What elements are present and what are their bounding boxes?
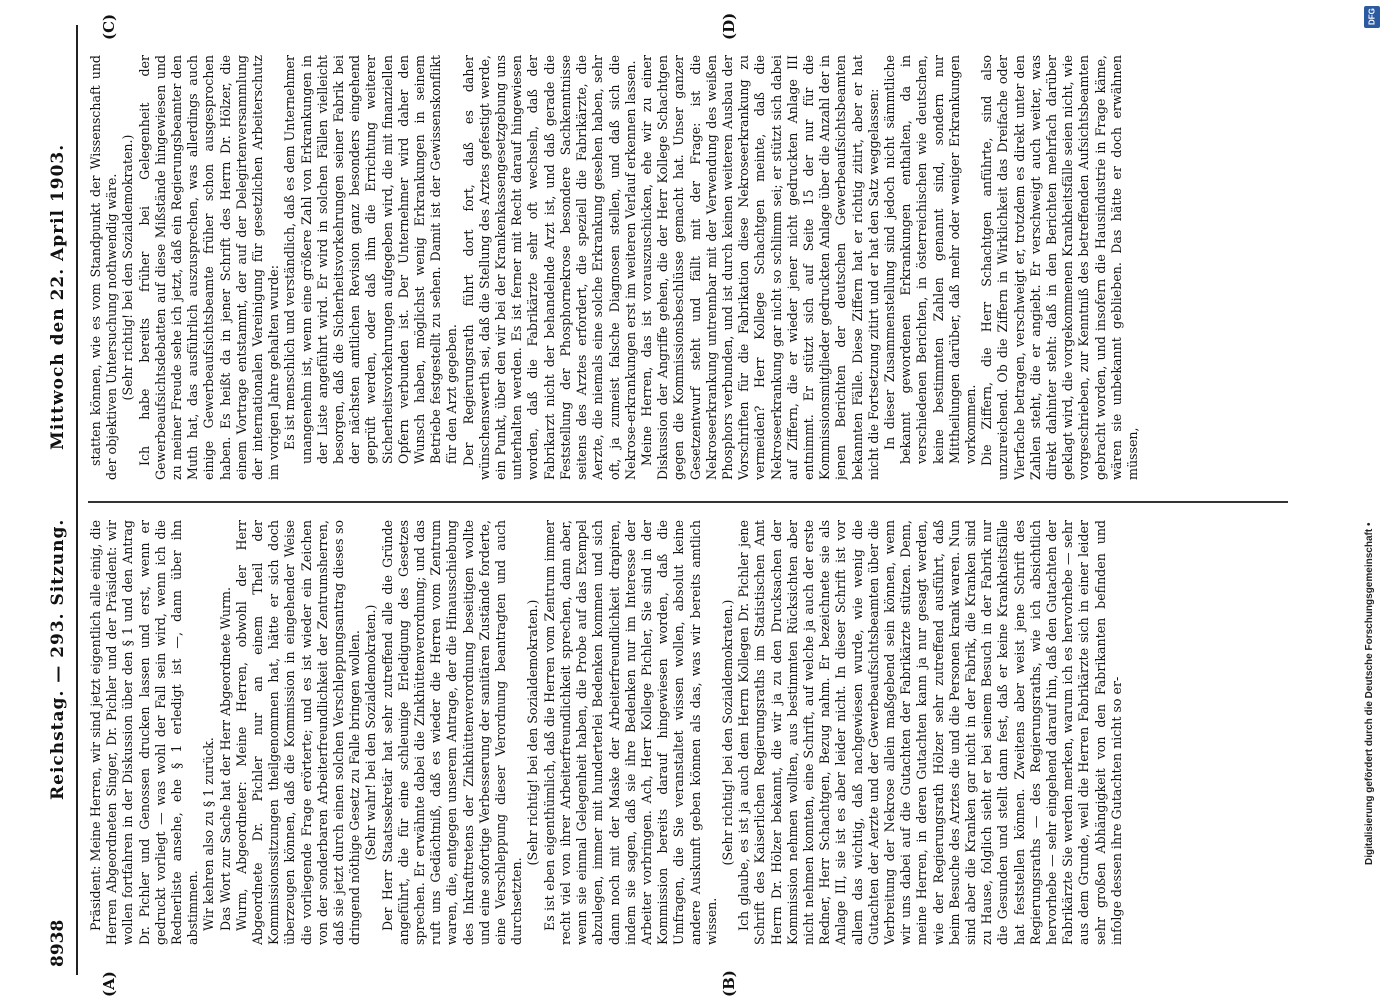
quotation: Es ist menschlich und verständlich, daß es dem Unternehmer unangenehm ist, wenn eine größere Zahl von Erkrankungen in der Liste angeführt wird. Er wird in solchen Fällen vielleicht besorgen, daß die Sicherheitsvorkehrungen seiner Fabrik bei der nächsten amtlichen Revision ganz besonders eingehend geprüft werden, oder daß ihm die Errichtung weiterer Sicherheitsvorkehrungen aufgegeben wird, die mit finanziellen Opfern verbunden ist. Der Unternehmer wird daher den Wunsch haben, möglichst wenig Erkrankungen in seinem Betriebe festgestellt zu sehen. Damit ist der Gewissenskonflikt für den Arzt gegeben. [282,55,460,464]
paragraph: Wir kehren also zu § 1 zurück. [201,737,217,931]
interjection: (Sehr richtig! bei den Sozialdemokraten.) [719,599,735,866]
margin-marker-d: (D) [720,12,738,40]
page-number: 8938 [48,919,68,967]
paragraph: Der Herr Staatssekretär hat sehr zutreffend alle die Gründe angeführt, die für eine schleunige Erledigung des Gesetzes sprechen. Er erwähnte dabei die Zinkhüttenverordnung; und das ruft uns Gedächtniß, daß es wieder die Herren vom Zentrum waren, die, entgegen unserem Antrage, der die Hinausschiebung des Inkrafttretens der Zinkhüttenverordnung beseitigen wollte und eine sofortige Verbesserung der sanitären Zustände forderte, eine Verschleppung dieser Verordnung beantragten und auch durchsetzten. [379,520,525,945]
paragraph: Präsident: Meine Herren, wir sind jetzt eigentlich alle einig, die Herren Abgeordneten Singer, Dr. Pichler und der Präsident: wir wollen fortfahren in der Diskussion über den § 1 und den Antrag Dr. Pichler und Genossen drucken lassen und erst, wenn er gedruckt vorliegt — was wohl der Fall sein wird, wenn ich die Rednerliste ansehe, ehe § 1 erledigt ist —, dann über ihn abstimmen. [88,520,201,945]
dfg-logo: DFG [1364,6,1380,28]
document-page [40,12,1340,997]
digitization-credit [1362,30,1380,870]
margin-marker-a: (A) [100,971,118,997]
paragraph: Ich glaube, es ist ja auch dem Herrn Kollegen Dr. Pichler jene Schrift des Kaiserlichen Regierungsraths im Statistischen Amt Herrn Dr. Hölzer bekannt, die wir ja zu den Drucksachen der Kommission nehmen wollten, aus bestimmten Rücksichten aber nicht nehmen konnten, eine Schrift, auf welche ja auch der erste Redner, Herr Schachtgen, Bezug nahm. Er bezeichnete sie als Anlage III, sie ist es aber leider nicht. In dieser Schrift ist vor allem das wichtig, daß nachgewiesen wurde, wie wenig die Gutachten der Aerzte und der Gewerbeaufsichtsbeamten über die Verbreitung der Nekrose allein maßgebend sein können, wenn wir uns dabei auf die Gutachten der Fabrikärzte stützen. Denn, meine Herren, in deren Gutachten kann ja nur gesagt werden, wie der Regierungsrath Hölzer sehr zutreffend ausführt, daß beim Besuche des Arztes die und die Personen krank waren. Nun sind aber die Kranken gar nicht in der Fabrik, die Kranken sind zu Hause, folglich sieht er bei seinem Besuch in der Fabrik nur die Gesunden und stellt dann fest, daß er keine Krankheitsfälle hat feststellen können. Zweitens aber weist jene Schrift des Regierungsraths — des Regierungsraths, wie ich absichtlich hervorhebe — sehr eingehend darauf hin, daß den Gutachten der Fabrikärzte Sie werden merken, warum ich es hervorhebe — sehr aus dem Grunde, weil die Herren Fabrikärzte sich in einer leider sehr großen Abhängigkeit von den Fabrikanten befinden und infolge dessen ihre Gutachten nicht so er- [736,520,1124,945]
paragraph: Meine Herren, das ist vorauszuschicken, ehe wir zu einer Diskussion der Angriffe gehen, die der Herr Kollege Schachtgen gegen die Kommissionsbeschlüsse gemacht hat. Unser ganzer Gesetzentwurf steht und fällt mit der Frage: ist die Nekroseerkrankung untrennbar mit der Verwendung des weißen Phosphors verbunden, und ist durch keinen weiteren Ausbau der Vorschriften für die Fabrikation diese Nekroseerkrankung zu vermeiden? Herr Kollege Schachtgen meinte, daß die Nekroseerkrankung gar nicht so schlimm sei; er stützt sich dabei auf Ziffern, die er wieder jener nicht gedruckten Anlage III entnimmt. Er stützt sich auf Seite 15 der nur für die Kommissionsmitglieder gedruckten Anlage über die Anzahl der in jenen Berichten der deutschen Gewerbeaufsichtsbeamten bekannten Fälle. Diese Ziffern hat er richtig zitirt, aber er hat nicht die Fortsetzung zitirt und er hat den Satz weggelassen: [638,55,881,480]
column-divider [88,501,1288,503]
margin-marker-b: (B) [720,970,738,997]
paragraph: statten können, wie es vom Standpunkt der Wissenschaft und der objektiven Untersuchung nothwendig wäre. [88,55,120,480]
paragraph: Wurm, Abgeordneter: Meine Herren, obwohl der Herr Abgeordnete Dr. Pichler nur an einem Theil der Kommissionssitzungen theilgenommen hat, hätte er sich doch überzeugen können, daß die Kommission in eingehender Weise die vorliegende Frage erörterte; und es ist wieder ein Zeichen von der sonderbaren Arbeiterfreundlichkeit der Zentrumsherren, daß sie jetzt durch einen solchen Verschleppungsantrag dieses so dringend nöthige Gesetz zu Falle bringen wollen. [233,520,363,945]
header-right-title: Mittwoch den 22. April 1903. [48,143,68,450]
paragraph: Es ist eben eigenthümlich, daß die Herren vom Zentrum immer recht viel von ihrer Arbeiterfreundlichkeit sprechen, dann aber, wenn sie einmal Gelegenheit haben, die Probe auf das Exempel abzulegen, immer mit hunderterlei Bedenken kommen und sich dann noch mit der Maske der Arbeiterfreundlichkeit drapiren, indem sie sagen, daß sie ihre Bedenken nur im Interesse der Arbeiter vorbringen. Ach, Herr Kollege Pichler, Sie sind in der Kommission bereits darauf hingewiesen worden, daß die Umfragen, die Sie veranstaltet wissen wollen, absolut keine andere Auskunft geben können als das, was wir bereits amtlich wissen. [541,520,719,945]
header-left-title: Reichstag. — 293. Sitzung. [48,518,68,800]
left-column [88,520,1328,945]
right-column [88,55,1328,480]
quotation: In dieser Zusammenstellung sind jedoch nicht sämmtliche bekannt gewordenen Erkrankungen enthalten, da in verschiedenen Berichten, in österreichischen wie deutschen, keine bestimmten Zahlen genannt sind, sondern nur Mittheilungen darüber, daß mehr oder weniger Erkrankungen vorkommen. [881,55,978,464]
paragraph: Der Regierungsrath führt dort fort, daß es daher wünschenswerth sei, daß die Stellung des Arztes gefestigt werde, ein Punkt, über den wir bei der Krankenkassengesetzgebung uns unterhalten werden. Es ist ferner mit Recht darauf hingewiesen worden, daß die Fabrikärzte sehr oft wechseln, daß der Fabrikarzt nicht der behandelnde Arzt ist, und daß gerade die Feststellung der Phosphornekrose besondere Sachkenntnisse seitens des Arztes erfordert, die speziell die Fabrikärzte, die Aerzte, die niemals eine solche Erkrankung gesehen haben, sehr oft, ja zumeist falsche Diagnosen stellen, und daß sich die Nekrose-erkrankungen erst im weiteren Verlauf erkennen lassen. [460,55,638,480]
paragraph: Ich habe bereits früher bei Gelegenheit der Gewerbeaufsichtsdebatten auf diese Mißstände hingewiesen und zu meiner Freude sehe ich jetzt, daß ein Regierungsbeamter den Muth hat, das ausführlich auszusprechen, was allerdings auch einige Gewerbeaufsichtsbeamte früher schon ausgesprochen haben. Es heißt da in jener Schrift des Herrn Dr. Hölzer, die einem Vortrage entstammt, der auf der Delegirtenversammlung der internationalen Vereinigung für gesetzlichen Arbeiterschutz im vorigen Jahre gehalten wurde: [136,55,282,480]
header-rule [76,25,78,975]
page-header [40,25,78,975]
paragraph: Das Wort zur Sache hat der Herr Abgeordnete Wurm. [217,587,233,931]
credit-text: Digitalisierung gefördert durch die Deutsche Forschungsgemeinschaft • [1364,522,1375,865]
interjection: (Sehr richtig! bei den Sozialdemokraten.) [525,599,541,866]
interjection: (Sehr wahr! bei den Sozialdemokraten.) [363,604,379,861]
paragraph: Die Ziffern, die Herr Schachtgen anführte, sind also unzureichend. Ob die Ziffern in Wirklichkeit das Dreifache oder Vierfache betragen, verschweigt er, trotzdem es direkt unter den Zahlen steht, die er angiebt. Er verschweigt auch weiter, was direkt dahinter steht: daß in den Berichten mehrfach darüber geklagt wird, die vorgekommenen Krankheitsfälle seien nicht, wie vorgeschrieben, zur Kenntniß des betreffenden Aufsichtsbeamten gebracht worden, und insofern die Hausindustrie in Frage käme, wären sie unbekannt geblieben. Das hätte er doch erwähnen müssen, [979,55,1140,480]
margin-marker-c: (C) [100,13,118,40]
interjection: (Sehr richtig! bei den Sozialdemokraten.) [120,134,136,401]
